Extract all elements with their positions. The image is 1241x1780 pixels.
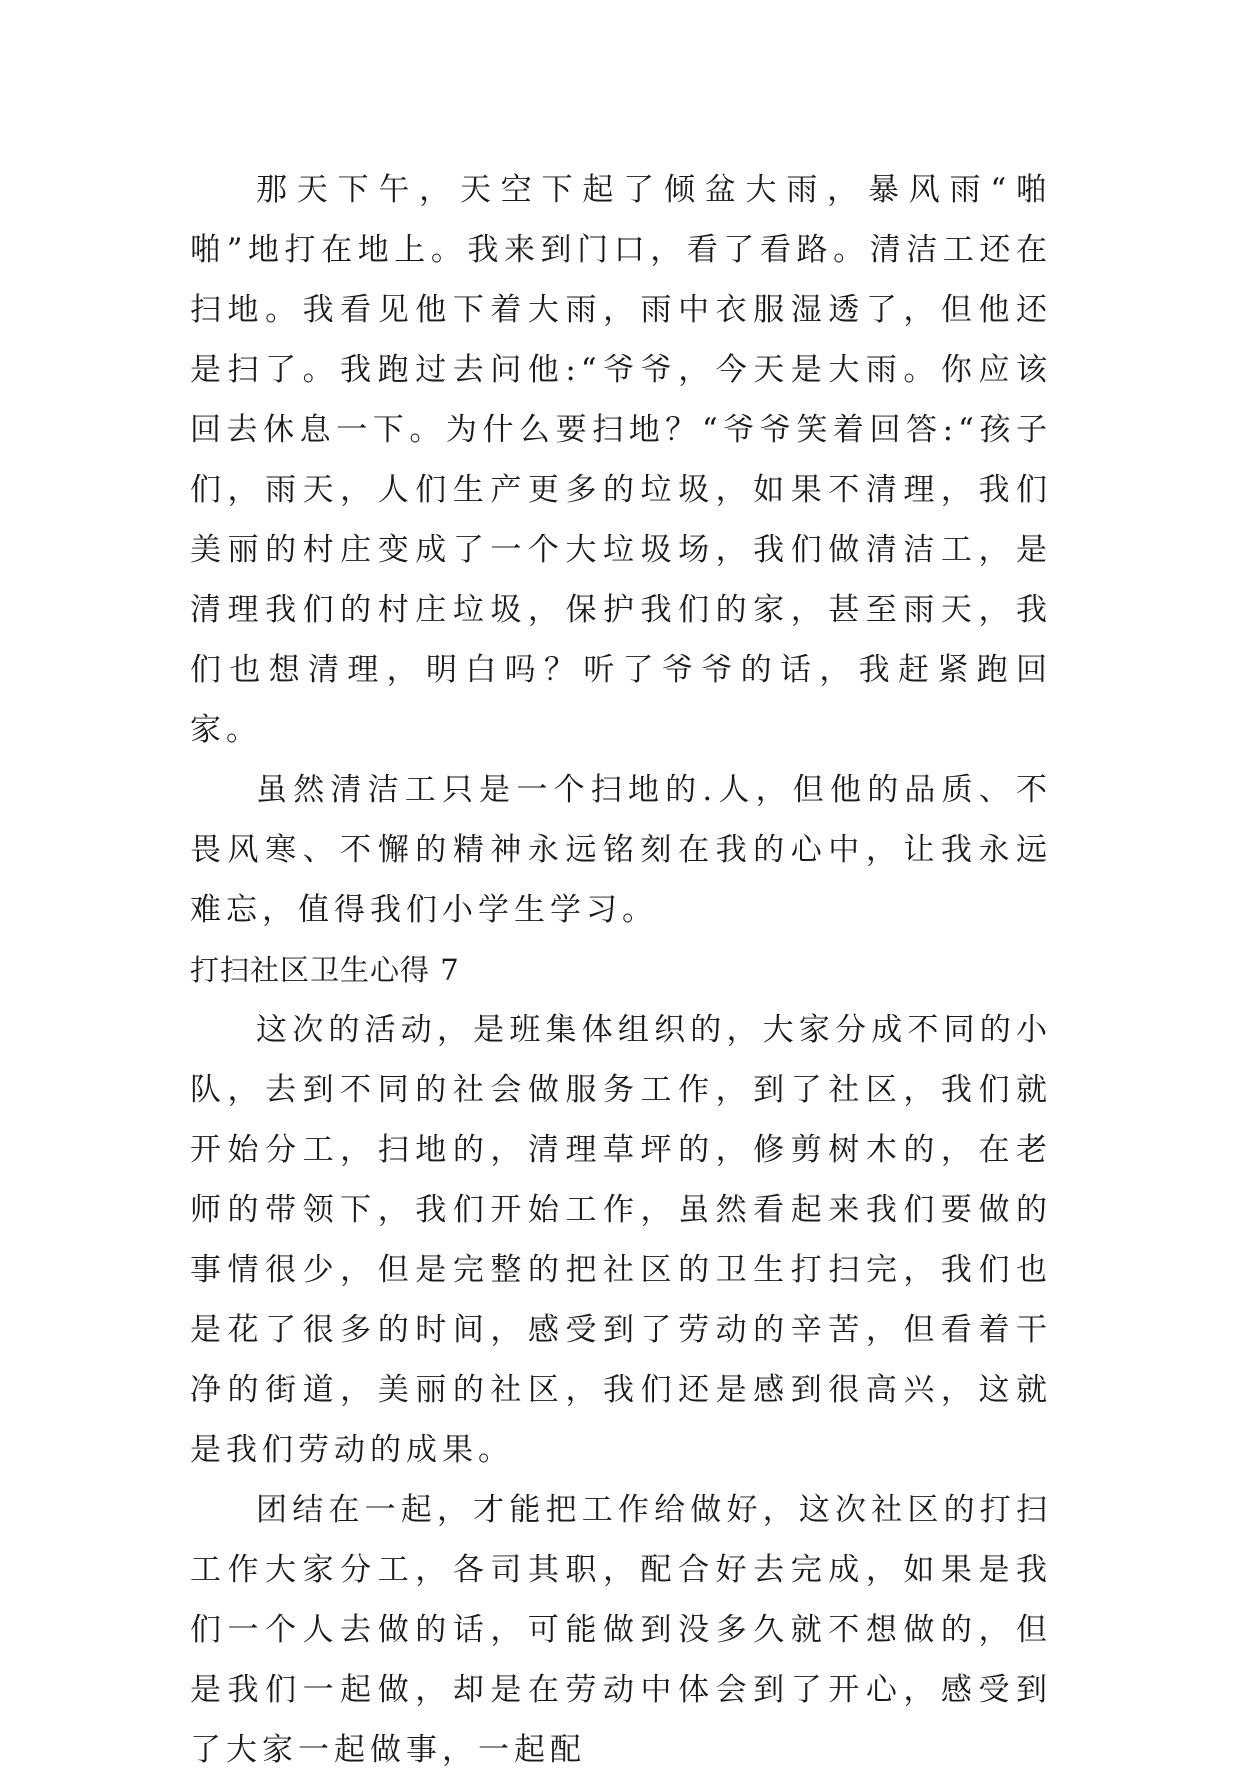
section-heading: 打扫社区卫生心得 7 — [190, 953, 460, 987]
paragraph-rainy-day: 那天下午，天空下起了倾盆大雨，暴风雨“啪啪”地打在地上。我来到门口，看了看路。清洁工还在扫地。我看见他下着大雨，雨中衣服湿透了，但他还是扫了。我跑过去问他:“爷爷，今天是大雨。你应该回去休息一下。为什么要扫地？“爷爷笑着回答:“孩子们，雨天，人们生产更多的垃圾，如果不清理，我们美丽的村庄变成了一个大垃圾场，我们做清洁工，是清理我们的村庄垃圾，保护我们的家，甚至雨天，我们也想清理，明白吗？听了爷爷的话，我赶紧跑回家。 — [190, 172, 1052, 748]
document-body — [190, 160, 1052, 1780]
paragraph-class-activity: 这次的活动，是班集体组织的，大家分成不同的小队，去到不同的社会做服务工作，到了社区，我们就开始分工，扫地的，清理草坪的，修剪树木的，在老师的带领下，我们开始工作，虽然看起来我们要做的事情很少，但是完整的把社区的卫生打扫完，我们也是花了很多的时间，感受到了劳动的辛苦，但看着干净的街道，美丽的社区，我们还是感到很高兴，这就是我们劳动的成果。 — [190, 1012, 1052, 1468]
paragraph-cleaner-spirit: 虽然清洁工只是一个扫地的.人，但他的品质、不畏风寒、不懈的精神永远铭刻在我的心中，让我永远难忘，值得我们小学生学习。 — [190, 772, 1052, 928]
paragraph-teamwork: 团结在一起，才能把工作给做好，这次社区的打扫工作大家分工，各司其职，配合好去完成，如果是我们一个人去做的话，可能做到没多久就不想做的，但是我们一起做，却是在劳动中体会到了开心，感受到了大家一起做事，一起配 — [190, 1492, 1052, 1768]
